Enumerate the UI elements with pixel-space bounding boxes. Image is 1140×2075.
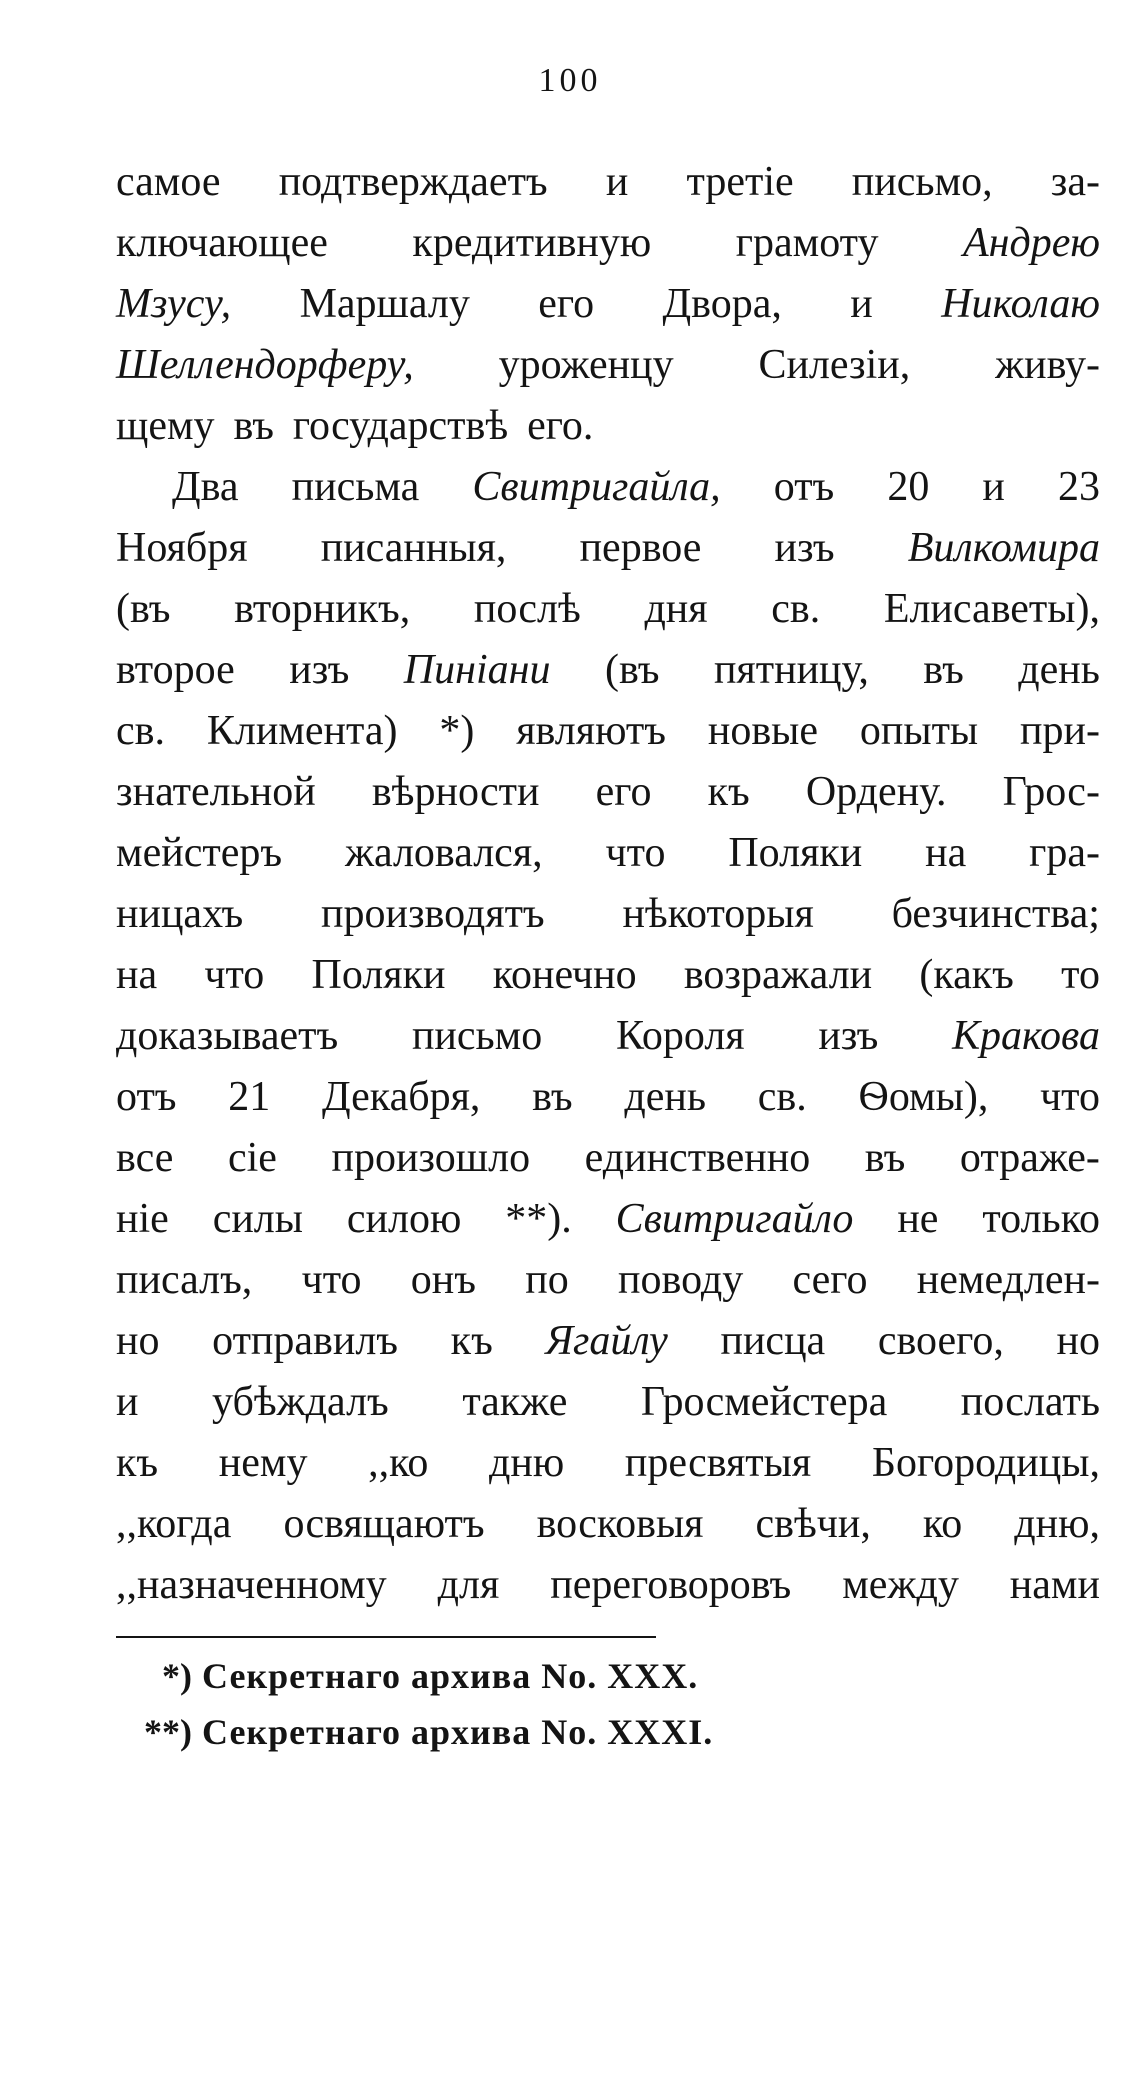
word: возражали	[683, 952, 873, 998]
italic-word: Ягайлу	[545, 1318, 668, 1364]
text-line	[116, 1067, 1100, 1128]
word: на	[116, 952, 158, 998]
word: мейстеръ	[116, 830, 283, 876]
text-line	[116, 457, 1100, 518]
word: писанныя,	[320, 525, 507, 571]
footnotes	[110, 1648, 1010, 1760]
word: единственно	[584, 1135, 811, 1181]
word: письмо	[411, 1013, 543, 1059]
word: (какъ	[919, 952, 1014, 998]
word: восковыя	[536, 1501, 704, 1547]
word: въ	[233, 403, 274, 449]
word: живу-	[995, 342, 1100, 388]
text-line	[116, 1494, 1100, 1555]
word: но	[1056, 1318, 1100, 1364]
text-line	[116, 1555, 1100, 1616]
word: за-	[1050, 159, 1100, 205]
word: щему	[116, 403, 215, 449]
italic-word: Свитригайла,	[472, 464, 721, 510]
word: Гросмейстера	[640, 1379, 888, 1425]
word: то	[1061, 952, 1100, 998]
word: дня	[644, 586, 708, 632]
word: Двора,	[662, 281, 782, 327]
word: день	[1018, 647, 1100, 693]
text-line	[116, 579, 1100, 640]
word: 23	[1057, 464, 1100, 510]
italic-word: Свитригайло	[615, 1196, 854, 1242]
word: пятницу,	[713, 647, 869, 693]
footnote-text: Секретнаго архива No. XXXI.	[202, 1712, 714, 1752]
word: производятъ	[321, 891, 545, 937]
word: Два	[172, 464, 239, 510]
text-line	[116, 640, 1100, 701]
word: знательной	[116, 769, 316, 815]
word: силою	[346, 1196, 462, 1242]
word: дню,	[1014, 1501, 1100, 1547]
italic-word: Андрею	[962, 220, 1100, 266]
word: св.	[757, 1074, 807, 1120]
word: между	[842, 1562, 959, 1608]
word: ,,назначенному	[116, 1562, 387, 1608]
word: къ	[450, 1318, 493, 1364]
text-line	[116, 396, 1100, 457]
footnote-mark: **)	[144, 1712, 192, 1752]
footnote-text: Секретнаго архива No. XXX.	[202, 1656, 699, 1696]
word: въ	[864, 1135, 906, 1181]
word: писца	[720, 1318, 826, 1364]
word: нему	[218, 1440, 308, 1486]
word: (въ	[604, 647, 660, 693]
word: отраже-	[959, 1135, 1100, 1181]
text-line	[116, 823, 1100, 884]
word: Декабря,	[322, 1074, 481, 1120]
italic-word: Шеллендорферу,	[116, 342, 414, 388]
text-line	[116, 1128, 1100, 1189]
word: изъ	[818, 1013, 879, 1059]
text-line	[116, 335, 1100, 396]
word: ницахъ	[116, 891, 244, 937]
word: но	[116, 1318, 160, 1364]
word: произошло	[331, 1135, 531, 1181]
word: Силезіи,	[758, 342, 911, 388]
page-number: 100	[538, 62, 602, 99]
word: силы	[212, 1196, 303, 1242]
word: Грос-	[1002, 769, 1100, 815]
word: Ѳомы),	[858, 1074, 989, 1120]
text-line	[116, 152, 1100, 213]
word: отъ	[773, 464, 835, 510]
word: грамоту	[735, 220, 879, 266]
word: его	[595, 769, 652, 815]
word: Климента)	[206, 708, 398, 754]
text-line	[116, 762, 1100, 823]
word: отъ	[116, 1074, 177, 1120]
text-line	[116, 1433, 1100, 1494]
word: его.	[527, 403, 594, 449]
word: являютъ	[516, 708, 666, 754]
word: опыты	[859, 708, 979, 754]
italic-word: Пиніани	[403, 647, 551, 693]
word: конечно	[492, 952, 637, 998]
word: убѣждалъ	[212, 1379, 389, 1425]
word: ,,ко	[368, 1440, 429, 1486]
word: безчинства;	[891, 891, 1100, 937]
word: и	[605, 159, 629, 205]
word: своего,	[877, 1318, 1004, 1364]
word: вторникъ,	[234, 586, 411, 632]
word: на	[925, 830, 967, 876]
word: изъ	[774, 525, 835, 571]
word: нѣкоторыя	[622, 891, 814, 937]
word: при-	[1020, 708, 1100, 754]
text-line	[116, 1250, 1100, 1311]
word: не	[897, 1196, 939, 1242]
word: Елисаветы),	[883, 586, 1100, 632]
text-line	[116, 518, 1100, 579]
word: послѣ	[473, 586, 581, 632]
word: пресвятыя	[624, 1440, 812, 1486]
word: письмо,	[851, 159, 993, 205]
text-line	[116, 701, 1100, 762]
word: св.	[771, 586, 821, 632]
text-line	[116, 884, 1100, 945]
word: новые	[707, 708, 819, 754]
footnote-mark: *)	[162, 1656, 192, 1696]
word: сего	[792, 1257, 868, 1303]
word: подтверждаетъ	[278, 159, 548, 205]
word: по	[525, 1257, 569, 1303]
word: въ	[923, 647, 964, 693]
word: только	[982, 1196, 1100, 1242]
italic-word: Николаю	[941, 281, 1100, 327]
footnote	[110, 1704, 1010, 1760]
word: Ордену.	[805, 769, 947, 815]
text-line	[116, 1311, 1100, 1372]
word: Ноября	[116, 525, 248, 571]
word: кредитивную	[412, 220, 652, 266]
word: поводу	[618, 1257, 744, 1303]
word: ніе	[116, 1196, 169, 1242]
word: ,,когда	[116, 1501, 232, 1547]
italic-word: Мзусу,	[116, 281, 232, 327]
word: къ	[116, 1440, 159, 1486]
text-line	[116, 945, 1100, 1006]
word: изъ	[289, 647, 350, 693]
word: *)	[439, 708, 475, 754]
word: писалъ,	[116, 1257, 253, 1303]
text-line	[116, 274, 1100, 335]
text-line	[116, 1006, 1100, 1067]
word: Богородицы,	[871, 1440, 1100, 1486]
text-line	[116, 1372, 1100, 1433]
word: нами	[1009, 1562, 1100, 1608]
word: что	[204, 952, 265, 998]
word: для	[437, 1562, 500, 1608]
word: что	[1040, 1074, 1100, 1120]
text-line	[116, 213, 1100, 274]
word: послать	[960, 1379, 1100, 1425]
word: уроженцу	[498, 342, 674, 388]
word: Короля	[615, 1013, 745, 1059]
word: (въ	[116, 586, 171, 632]
word: что	[605, 830, 666, 876]
word: и	[850, 281, 873, 327]
italic-word: Вилкомира	[907, 525, 1100, 571]
word: къ	[707, 769, 750, 815]
word: и	[982, 464, 1005, 510]
word: жаловался,	[344, 830, 543, 876]
word: 20	[887, 464, 930, 510]
word: второе	[116, 647, 235, 693]
word: ключающее	[116, 220, 328, 266]
word: день	[624, 1074, 707, 1120]
word: **).	[505, 1196, 572, 1242]
word: переговоровъ	[550, 1562, 792, 1608]
footnote-divider	[116, 1636, 656, 1638]
word: св.	[116, 708, 165, 754]
word: свѣчи,	[755, 1501, 871, 1547]
word: государствѣ	[292, 403, 509, 449]
text-line	[116, 1189, 1100, 1250]
word: немедлен-	[916, 1257, 1100, 1303]
word: Поляки	[728, 830, 863, 876]
word: третіе	[686, 159, 794, 205]
word: его	[538, 281, 595, 327]
body-text	[116, 152, 1100, 1616]
word: самое	[116, 159, 221, 205]
word: что	[301, 1257, 362, 1303]
word: также	[462, 1379, 568, 1425]
word: вѣрности	[371, 769, 540, 815]
word: Поляки	[311, 952, 446, 998]
word: 21	[228, 1074, 271, 1120]
word: и	[116, 1379, 139, 1425]
word: первое	[579, 525, 702, 571]
word: письма	[291, 464, 420, 510]
word: освящаютъ	[283, 1501, 485, 1547]
word: сіе	[227, 1135, 277, 1181]
word: онъ	[410, 1257, 476, 1303]
word: дню	[489, 1440, 565, 1486]
italic-word: Кракова	[952, 1013, 1100, 1059]
footnote	[110, 1648, 1010, 1704]
word: въ	[532, 1074, 573, 1120]
word: гра-	[1029, 830, 1100, 876]
word: отправилъ	[212, 1318, 399, 1364]
word: ко	[922, 1501, 963, 1547]
word: все	[116, 1135, 174, 1181]
word: Маршалу	[299, 281, 470, 327]
word: доказываетъ	[116, 1013, 339, 1059]
